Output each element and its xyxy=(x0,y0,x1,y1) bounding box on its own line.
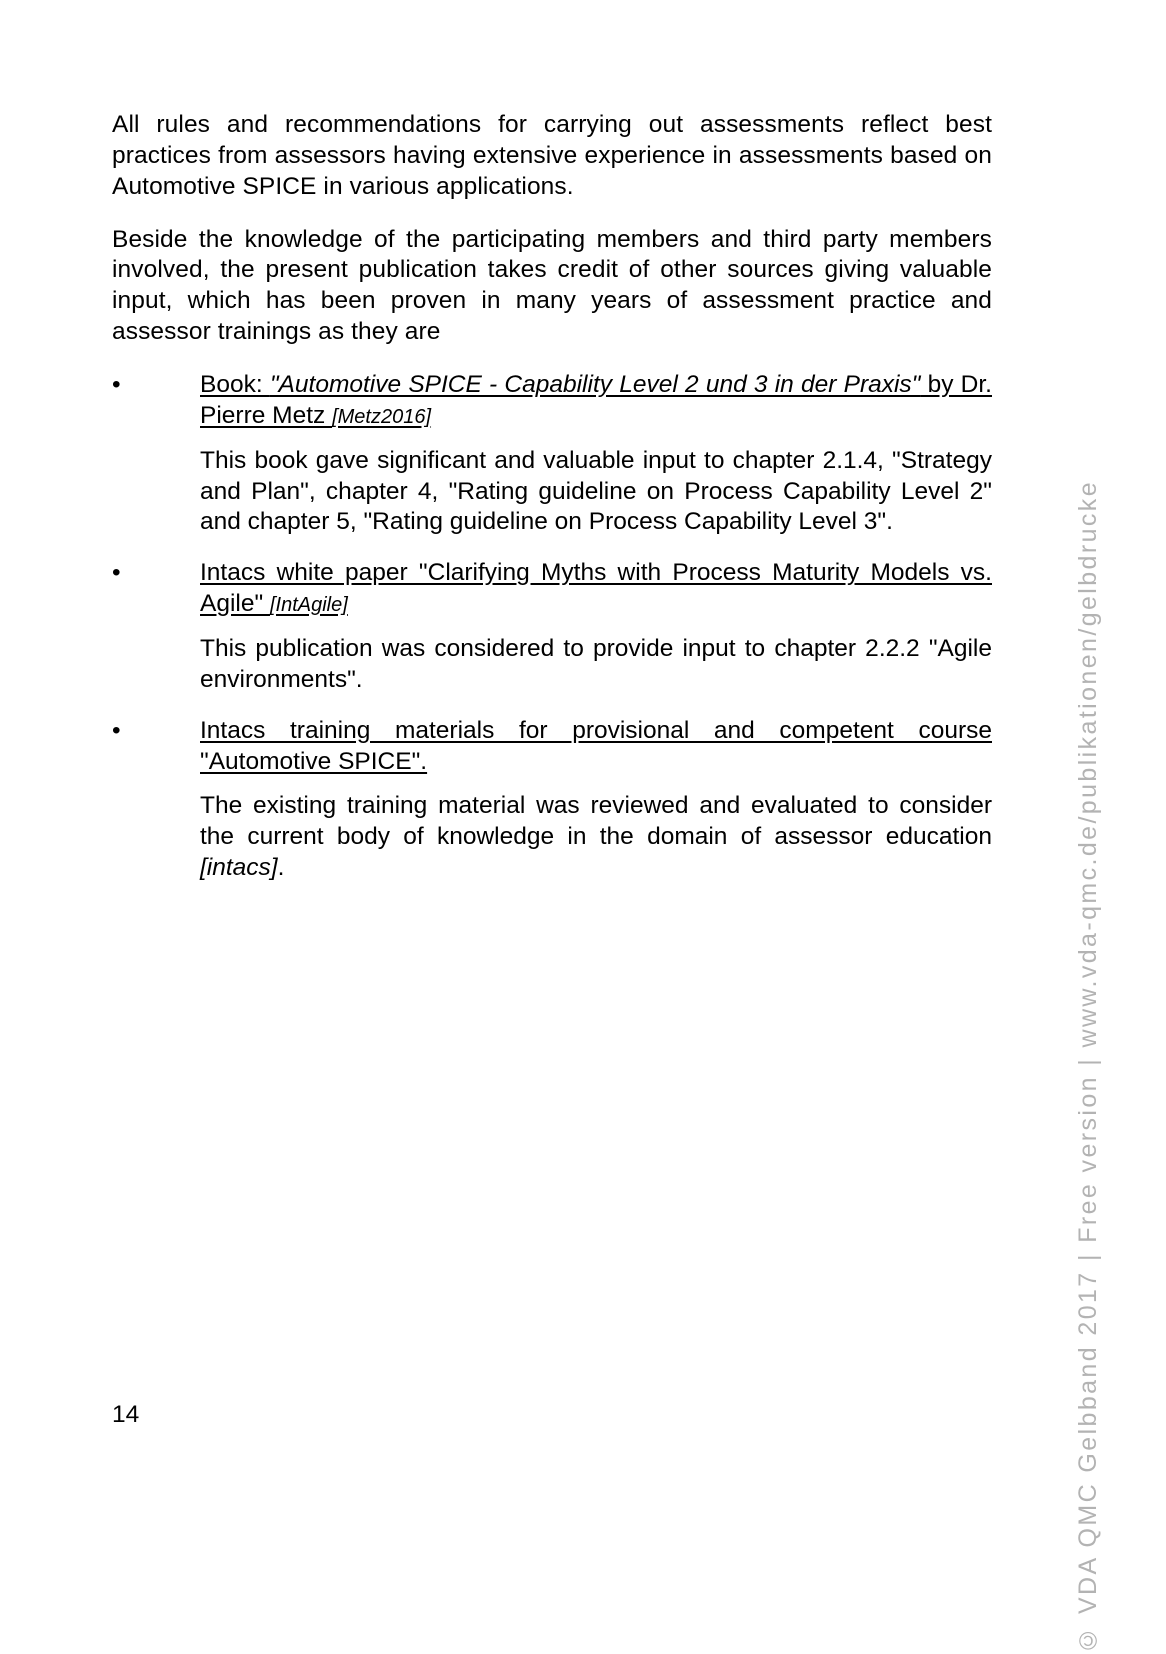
sidebar-copyright-text: © VDA QMC Gelbband 2017 | Free version | www.vda-qmc.de/publikationen/gelbdrucke xyxy=(1073,480,1102,1654)
bullet-body-intacs-training xyxy=(200,791,992,884)
paragraph-intro-1: All rules and recommendations for carrying out assessments reflect best practices from assessors having extensive experience in assessments based on Automotive SPICE in various applications. xyxy=(112,111,992,200)
page-number: 14 xyxy=(112,1401,140,1428)
bullet-body-period: . xyxy=(277,854,285,882)
bullet-heading-intacs-white-paper xyxy=(200,558,992,620)
paragraph-intro-2: Beside the knowledge of the participating members and third party members involved, the present publication takes credit of other sources giving valuable input, which has been proven in many years of assessment practice and assessor trainings as they are xyxy=(112,225,992,346)
bullet-heading-book-metz xyxy=(200,370,992,432)
bullet-body-text: The existing training material was reviewed and evaluated to consider the current body of knowledge in the domain of assessor education xyxy=(200,792,992,851)
bullet-dot-icon: • xyxy=(112,371,121,399)
bullet-item-book-metz xyxy=(112,370,992,538)
bullet-body-book-metz: This book gave significant and valuable input to chapter 2.1.4, "Strategy and Plan", chapter 4, "Rating guideline on Process Capability Level 2" and chapter 5, "Rating guideline on Process Capability Level 3". xyxy=(200,446,992,536)
page-content xyxy=(112,110,992,904)
bullet-row xyxy=(112,370,992,432)
bullet-body-intacs-white-paper: This publication was considered to provide input to chapter 2.2.2 "Agile environments". xyxy=(200,635,992,693)
bullet-head-suffix: by Dr. Pierre Metz xyxy=(200,371,992,429)
bullet-row xyxy=(112,716,992,778)
bullet-dot-icon: • xyxy=(112,716,121,744)
bullet-item-intacs-training xyxy=(112,716,992,884)
bullet-row xyxy=(112,558,992,620)
bullet-body-reference: [intacs] xyxy=(200,854,278,882)
bullet-item-intacs-white-paper xyxy=(112,558,992,695)
bullet-head-prefix: Book: xyxy=(200,371,270,399)
bullet-head-prefix: Intacs white paper "Clarifying Myths with Process Maturity Models vs. Agile" xyxy=(200,559,992,618)
bullet-head-title: "Automotive SPICE - Capability Level 2 und 3 in der Praxis" xyxy=(269,371,921,399)
bullet-head-reference: [Metz2016] xyxy=(332,405,432,428)
bullet-head-reference: [IntAgile] xyxy=(269,594,348,617)
sidebar-copyright xyxy=(1058,0,1118,1654)
bullet-heading-intacs-training xyxy=(200,716,992,778)
bullet-head-prefix: Intacs training materials for provisional and competent course "Automotive SPICE". xyxy=(200,716,992,775)
bullet-dot-icon: • xyxy=(112,559,121,587)
